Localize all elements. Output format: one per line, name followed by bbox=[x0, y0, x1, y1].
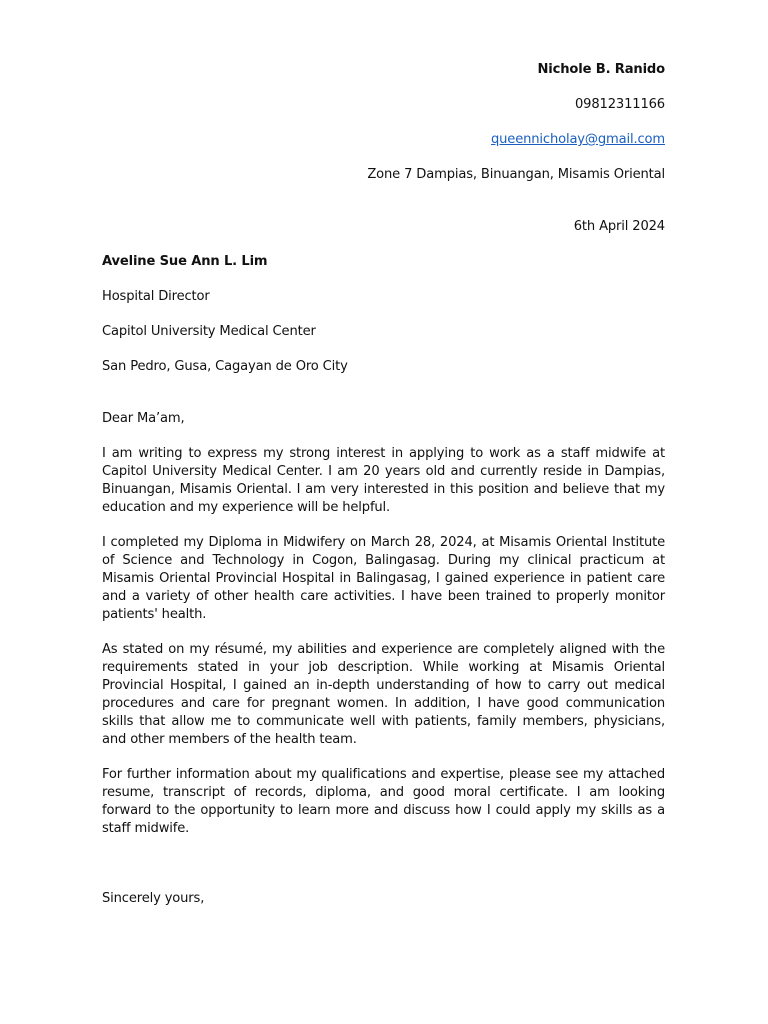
body-paragraph-1: I am writing to express my strong interest in applying to work as a staff midwife at Capitol University Medical Center. I am 20 years old and currently reside in Dampias, Binuangan, Misamis Oriental. I am very interested in this position and believe that my education and my experience will be helpful. bbox=[102, 446, 665, 515]
letter-date: 6th April 2024 bbox=[573, 219, 665, 234]
recipient-title: Hospital Director bbox=[102, 289, 210, 304]
body-paragraph-2: I completed my Diploma in Midwifery on March 28, 2024, at Misamis Oriental Institute of Science and Technology in Cogon, Balingasag. During my clinical practicum at Misamis Oriental Provincial Hospital in Balingasag, I gained experience in patient care and a variety of other health care activities. I have been trained to properly monitor patients' health. bbox=[102, 535, 665, 622]
body-paragraph-4: For further information about my qualifications and expertise, please see my attached resume, transcript of records, diploma, and good moral certificate. I am looking forward to the opportunity to learn more and discuss how I could apply my skills as a staff midwife. bbox=[102, 767, 665, 836]
body-paragraph-3: As stated on my résumé, my abilities and experience are completely aligned with the requirements stated in your job description. While working at Misamis Oriental Provincial Hospital, I gained an in-depth understanding of how to carry out medical procedures and care for pregnant women. In addition, I have good communication skills that allow me to communicate well with patients, family members, physicians, and other members of the health team. bbox=[102, 642, 665, 747]
recipient-name: Aveline Sue Ann L. Lim bbox=[102, 254, 268, 269]
recipient-block bbox=[102, 253, 665, 376]
letter-content bbox=[102, 61, 665, 908]
closing: Sincerely yours, bbox=[102, 891, 205, 906]
recipient-organization: Capitol University Medical Center bbox=[102, 324, 316, 339]
sender-name: Nichole B. Ranido bbox=[537, 62, 665, 77]
sender-address: Zone 7 Dampias, Binuangan, Misamis Oriental bbox=[367, 167, 665, 182]
sender-email-line bbox=[102, 131, 665, 149]
sender-block bbox=[102, 61, 665, 184]
sender-email-link[interactable]: queennicholay@gmail.com bbox=[490, 132, 665, 147]
recipient-address: San Pedro, Gusa, Cagayan de Oro City bbox=[102, 359, 348, 374]
sender-phone: 09812311166 bbox=[575, 97, 665, 112]
salutation: Dear Ma’am, bbox=[102, 411, 185, 426]
